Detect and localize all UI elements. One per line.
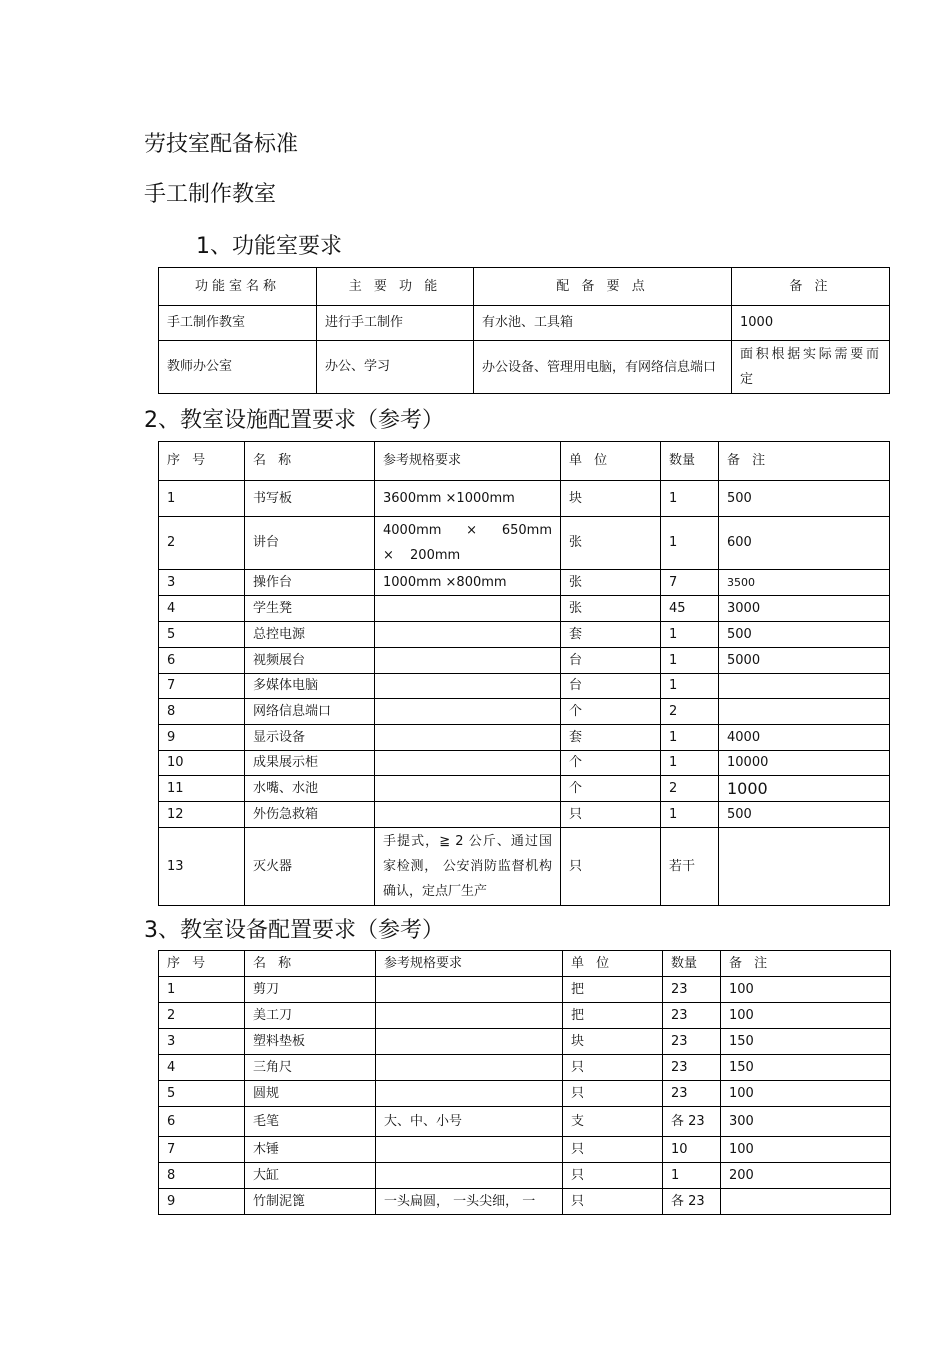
cell-qty: 2: [661, 699, 719, 725]
table-row: [159, 1055, 891, 1081]
section-1-heading: 1、功能室要求: [196, 234, 342, 259]
cell-unit: 套: [561, 725, 661, 751]
cell-index: 10: [159, 751, 245, 776]
cell-unit: 张: [561, 596, 661, 622]
table-row: [159, 977, 891, 1003]
cell-index: 3: [159, 1029, 245, 1055]
cell-index: 4: [159, 596, 245, 622]
cell-name: 外伤急救箱: [245, 802, 375, 828]
table-header-row: [159, 951, 891, 977]
cell-qty: 1: [661, 751, 719, 776]
equipment-table: [158, 950, 891, 1215]
function-room-table: [158, 267, 890, 394]
cell-qty: 23: [663, 1081, 721, 1107]
cell-spec: [375, 776, 561, 802]
header-cell: 主 要 功 能: [317, 268, 474, 306]
cell-note: 300: [721, 1107, 891, 1137]
header-cell: 备 注: [719, 442, 890, 481]
cell-index: 2: [159, 517, 245, 570]
cell-name: 剪刀: [245, 977, 376, 1003]
table-row: [159, 1137, 891, 1163]
table-row: [159, 828, 890, 906]
cell-unit: 把: [563, 1003, 663, 1029]
section-3-heading: 3、教室设备配置要求（参考）: [144, 918, 444, 943]
cell-qty: 各 23: [663, 1189, 721, 1215]
table-row: [159, 481, 890, 517]
cell-unit: 台: [561, 674, 661, 699]
cell-index: 8: [159, 1163, 245, 1189]
cell-spec: 一头扁圆， 一头尖细， 一: [376, 1189, 563, 1215]
header-cell: 功能室名称: [159, 268, 317, 306]
cell-unit: 台: [561, 648, 661, 674]
cell-name: 讲台: [245, 517, 375, 570]
header-cell: 序 号: [159, 442, 245, 481]
cell-note: 3000: [719, 596, 890, 622]
cell-spec: [375, 802, 561, 828]
table-row: [159, 1163, 891, 1189]
cell-index: 3: [159, 570, 245, 596]
header-cell: 数量: [661, 442, 719, 481]
cell-note: 600: [719, 517, 890, 570]
cell-unit: 张: [561, 570, 661, 596]
cell-qty: 1: [661, 648, 719, 674]
cell-unit: 只: [561, 802, 661, 828]
cell-equipment: 办公设备、管理用电脑，有网络信息端口: [474, 341, 732, 394]
cell-note: 500: [719, 481, 890, 517]
header-cell: 单 位: [561, 442, 661, 481]
cell-note: 100: [721, 977, 891, 1003]
cell-spec: [376, 1137, 563, 1163]
cell-qty: 1: [661, 674, 719, 699]
table-row: [159, 725, 890, 751]
table-row: [159, 1081, 891, 1107]
cell-name: 竹制泥篦: [245, 1189, 376, 1215]
facility-table: [158, 441, 890, 906]
cell-spec: [375, 622, 561, 648]
table-row: [159, 570, 890, 596]
table-row: [159, 596, 890, 622]
cell-name: 三角尺: [245, 1055, 376, 1081]
cell-qty: 1: [661, 622, 719, 648]
cell-qty: 7: [661, 570, 719, 596]
table-row: [159, 751, 890, 776]
cell-name: 木锤: [245, 1137, 376, 1163]
cell-note: 1000: [732, 306, 890, 341]
cell-unit: 只: [563, 1055, 663, 1081]
cell-note: 500: [719, 802, 890, 828]
cell-qty: 1: [661, 481, 719, 517]
cell-index: 5: [159, 1081, 245, 1107]
cell-spec: [375, 674, 561, 699]
cell-note: 150: [721, 1029, 891, 1055]
cell-function: 进行手工制作: [317, 306, 474, 341]
table-row: [159, 306, 890, 341]
cell-note: 1000: [719, 776, 890, 802]
cell-name: 大缸: [245, 1163, 376, 1189]
header-cell: 参考规格要求: [376, 951, 563, 977]
cell-index: 1: [159, 977, 245, 1003]
cell-name: 操作台: [245, 570, 375, 596]
cell-name: 美工刀: [245, 1003, 376, 1029]
cell-spec: [375, 596, 561, 622]
section-2-heading: 2、教室设施配置要求（参考）: [144, 408, 444, 433]
cell-note: 100: [721, 1137, 891, 1163]
subtitle: 手工制作教室: [144, 182, 277, 207]
cell-qty: 23: [663, 977, 721, 1003]
cell-note: [719, 699, 890, 725]
cell-unit: 块: [563, 1029, 663, 1055]
cell-qty: 23: [663, 1055, 721, 1081]
cell-unit: 只: [563, 1163, 663, 1189]
cell-qty: 2: [661, 776, 719, 802]
cell-qty: 1: [661, 802, 719, 828]
cell-unit: 个: [561, 776, 661, 802]
table-row: [159, 1107, 891, 1137]
cell-index: 9: [159, 725, 245, 751]
table-row: [159, 1003, 891, 1029]
cell-qty: 各 23: [663, 1107, 721, 1137]
cell-note: 100: [721, 1081, 891, 1107]
cell-spec: 4000mm × 650mm × 200mm: [375, 517, 561, 570]
table-row: [159, 699, 890, 725]
header-cell: 单 位: [563, 951, 663, 977]
header-cell: 配 备 要 点: [474, 268, 732, 306]
cell-spec: [375, 725, 561, 751]
cell-spec: [376, 1055, 563, 1081]
cell-qty: 45: [661, 596, 719, 622]
cell-name: 多媒体电脑: [245, 674, 375, 699]
table-header-row: [159, 442, 890, 481]
cell-spec: [376, 1029, 563, 1055]
cell-name: 成果展示柜: [245, 751, 375, 776]
cell-unit: 只: [563, 1081, 663, 1107]
cell-note: 150: [721, 1055, 891, 1081]
header-cell: 数量: [663, 951, 721, 977]
cell-unit: 套: [561, 622, 661, 648]
cell-note: [719, 674, 890, 699]
table-row: [159, 674, 890, 699]
table-header-row: [159, 268, 890, 306]
cell-unit: 个: [561, 751, 661, 776]
cell-qty: 10: [663, 1137, 721, 1163]
cell-note: 面积根据实际需要而定: [732, 341, 890, 394]
cell-spec: 大、中、小号: [376, 1107, 563, 1137]
header-cell: 参考规格要求: [375, 442, 561, 481]
header-cell: 名 称: [245, 442, 375, 481]
cell-index: 8: [159, 699, 245, 725]
cell-name: 总控电源: [245, 622, 375, 648]
cell-name: 圆规: [245, 1081, 376, 1107]
cell-name: 塑料垫板: [245, 1029, 376, 1055]
table-row: [159, 802, 890, 828]
cell-spec: [375, 648, 561, 674]
cell-note: 10000: [719, 751, 890, 776]
cell-unit: 把: [563, 977, 663, 1003]
cell-index: 4: [159, 1055, 245, 1081]
cell-index: 11: [159, 776, 245, 802]
cell-qty: 若干: [661, 828, 719, 906]
header-cell: 序 号: [159, 951, 245, 977]
table-row: [159, 1029, 891, 1055]
cell-name: 毛笔: [245, 1107, 376, 1137]
cell-unit: 张: [561, 517, 661, 570]
cell-name: 灭火器: [245, 828, 375, 906]
cell-index: 6: [159, 648, 245, 674]
cell-unit: 块: [561, 481, 661, 517]
table-row: [159, 648, 890, 674]
cell-name: 书写板: [245, 481, 375, 517]
cell-unit: 支: [563, 1107, 663, 1137]
cell-index: 7: [159, 674, 245, 699]
cell-name: 网络信息端口: [245, 699, 375, 725]
cell-unit: 只: [561, 828, 661, 906]
cell-unit: 只: [563, 1189, 663, 1215]
cell-spec: [376, 977, 563, 1003]
cell-index: 7: [159, 1137, 245, 1163]
cell-spec: 1000mm ×800mm: [375, 570, 561, 596]
header-cell: 备 注: [721, 951, 891, 977]
cell-equipment: 有水池、工具箱: [474, 306, 732, 341]
cell-room-name: 手工制作教室: [159, 306, 317, 341]
cell-index: 12: [159, 802, 245, 828]
cell-qty: 1: [661, 725, 719, 751]
cell-room-name: 教师办公室: [159, 341, 317, 394]
cell-index: 6: [159, 1107, 245, 1137]
cell-note: 500: [719, 622, 890, 648]
table-row: [159, 1189, 891, 1215]
cell-name: 水嘴、水池: [245, 776, 375, 802]
cell-spec: [375, 751, 561, 776]
table-row: [159, 622, 890, 648]
cell-note: 100: [721, 1003, 891, 1029]
cell-qty: 23: [663, 1003, 721, 1029]
cell-spec: 3600mm ×1000mm: [375, 481, 561, 517]
cell-spec: [375, 699, 561, 725]
cell-index: 2: [159, 1003, 245, 1029]
header-cell: 备 注: [732, 268, 890, 306]
cell-name: 学生凳: [245, 596, 375, 622]
cell-note: 5000: [719, 648, 890, 674]
cell-index: 9: [159, 1189, 245, 1215]
cell-note: 3500: [719, 570, 890, 596]
cell-name: 显示设备: [245, 725, 375, 751]
cell-function: 办公、学习: [317, 341, 474, 394]
cell-qty: 1: [661, 517, 719, 570]
header-cell: 名 称: [245, 951, 376, 977]
cell-spec: 手提式，≧ 2 公斤、通过国家检测， 公安消防监督机构确认，定点厂生产: [375, 828, 561, 906]
cell-qty: 1: [663, 1163, 721, 1189]
cell-note: 200: [721, 1163, 891, 1189]
table-row: [159, 776, 890, 802]
cell-note: [721, 1189, 891, 1215]
document-title: 劳技室配备标准: [144, 132, 299, 157]
cell-note: 4000: [719, 725, 890, 751]
cell-spec: [376, 1163, 563, 1189]
table-row: [159, 517, 890, 570]
cell-qty: 23: [663, 1029, 721, 1055]
cell-index: 1: [159, 481, 245, 517]
cell-index: 13: [159, 828, 245, 906]
cell-index: 5: [159, 622, 245, 648]
cell-spec: [376, 1081, 563, 1107]
cell-name: 视频展台: [245, 648, 375, 674]
cell-unit: 只: [563, 1137, 663, 1163]
cell-note: [719, 828, 890, 906]
cell-spec: [376, 1003, 563, 1029]
cell-unit: 个: [561, 699, 661, 725]
table-row: [159, 341, 890, 394]
